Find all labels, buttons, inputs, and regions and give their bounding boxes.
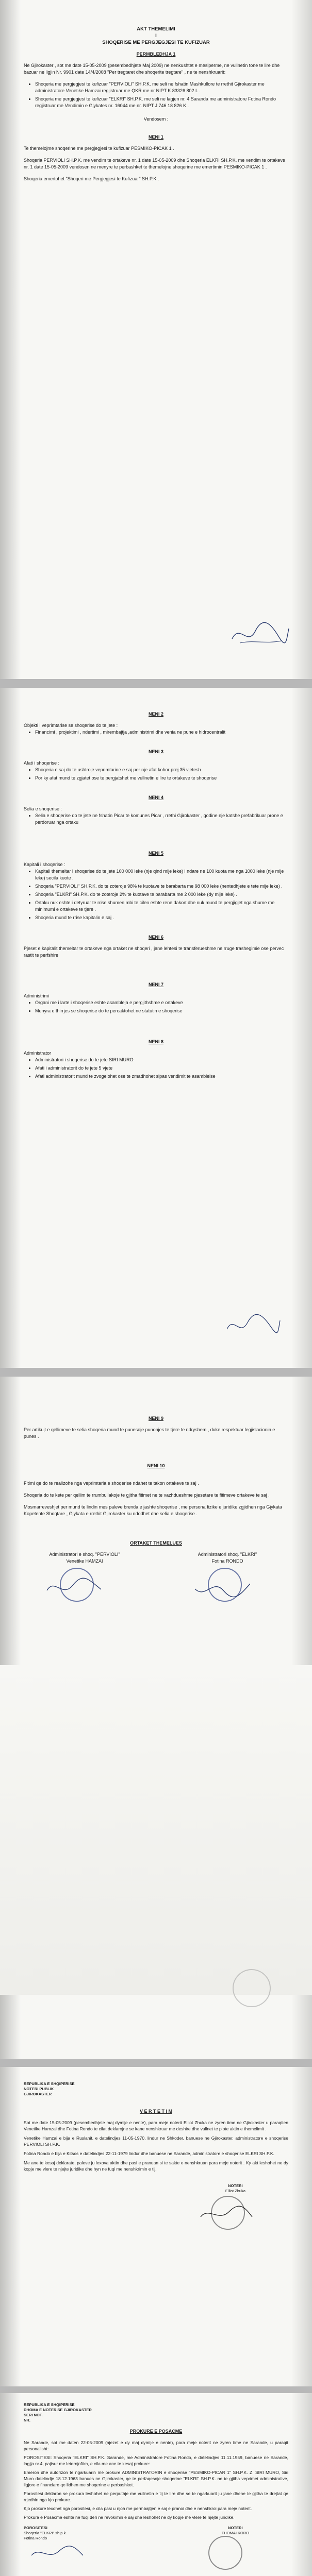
list-item: • Shoqeria "ELKRI" SH.P.K. do te zoteroje 2% te kuotave te barabarta me 2 000 leke (dy mije leke) . [35,891,288,898]
verification-paragraph: Fotina Rondo e bija e Kitsos e datelindjes 22-11-1979 lindur dhe banuese ne Sarande, administratore e shoqerise ELKRI SH.P.K. [24,2151,274,2156]
verification-paragraph: Sot me date 15-05-2009 (pesembedhjete maj dymije e nente), para meje noterit Elliot Zhuka ne zyren time ne Gjirokaster u paraqiten Venetike Hamzai dhe Fotina Rondo te cilat deklarojne se kane nenshkruar me deshire dhe vullnet te plote aktin e themelimit . [24,2120,288,2131]
notary-name: THOMAI KORO [221,2531,250,2535]
neni7-text: Administrimi [24,993,50,998]
procura-header-line: NR. [24,2418,30,2422]
document-page-3 [0,1377,312,2059]
neni5-text: Kapitali i shoqerise : [24,862,65,867]
neni9-heading: NENI 9 [148,1416,163,1421]
procura-paragraph: Porositesi deklaron se prokura leshohet ne perputhje me vullnetin e tij te lire dhe se te ngarkuarit ju jane dhene te gjitha te drejtat qe rrjedhin nga kjo prokure. [24,2491,288,2502]
neni1-text: Shoqeria PERVIOLI SH.P.K. me vendim te ortakeve nr. 1 date 15-05-2009 dhe Shoqeria ELKRI SH.P.K. me vendim te ortakeve nr. 1 date 15-05-2009 vendosen ne menyre te perbashket te themelojne shoqerine me emertimin PESMIKO-PICAK 1 . [24,158,285,170]
notary-header-line: NOTERI PUBLIK [24,2087,54,2091]
list-item: • Shoqeria "PERVIOLI" SH.P.K. do te zoteroje 98% te kuotave te barabarta me 98 000 leke (nentedhjete e tete mije leke) . [35,883,288,890]
intro-heading: PERMBLEDHJA 1 [136,52,176,57]
list-item: • Shoqeria mund te rrise kapitalin e saj . [35,914,288,921]
signer-company: Shoqeria "ELKRI" sh.p.k. [24,2531,67,2535]
list-item: • Shoqeria e saj do te ushtroje veprimtarine e saj per nje afat kohor prej 35 vjetesh . [35,767,288,773]
procura-header [24,2402,288,2423]
party-item: • Shoqeria me pergjegjesi te kufizuar "ELKRI" SH.P.K. me seli ne lagjen nr. 4 Saranda me administratore Fotina Rondo regjistruar me Vendimin e Gjykates nr. 16044 me nr. NIPT J 746 18 826 K . [35,96,288,109]
list-item: • Menyra e thirrjes se shoqerise do te percaktohet ne statutin e shoqerise [35,1008,288,1014]
notary-header [24,2081,288,2097]
neni2-text: Objekti i veprimtarise se shoqerise do te jete : [24,723,118,728]
procura-header-line: SERI NOT. [24,2413,43,2417]
signature-stamp-area [24,1565,145,1606]
neni6-heading: NENI 6 [148,935,163,940]
signer-label: POROSITESI [24,2526,47,2530]
neni8-text: Administrator [24,1050,52,1056]
neni2-list [24,729,288,736]
blank-area [0,1665,312,1995]
neni7-heading: NENI 7 [148,982,163,987]
list-item: • Afati administratorit mund te zvogelohet ose te zmadhohet sipas vendimit te asambleise [35,1073,288,1080]
neni6-text: Pjeset e kapitalit themeltar te ortakeve nga ortaket ne shoqeri , jane lehtesi te transferueshme ne rruge trashegimie ose pervec rastit te perfshire [24,946,284,958]
neni2-heading: NENI 2 [148,711,163,717]
signature-area [24,2541,143,2567]
neni10-text: Mosmarreveshjet per mund te lindin mes paleve brenda e jashte shoqerise , me persona fizike e juridike zgjidhen nga Gjykata Kopetente Shoqtare , Gjykata e rrethit Gjirokaster ku ndodhet dhe selia e shoqerise . [24,1504,282,1516]
notary-signoff [24,2183,288,2230]
neni5-heading: NENI 5 [148,851,163,856]
notary-seal-icon [208,2536,242,2570]
procura-title: PROKURE E POSACME [129,2429,183,2434]
procura-paragraph: POROSITESI: Shoqeria "ELKRI" SH.P.K. Sarande, me Administratore Fotina Rondo, e datelindjes 11.11.1959, banuese ne Sarande, lagjja nr.4, pajisur me leternjoftim, e cila me ane te kesaj prokure: [24,2455,288,2466]
title-separator: I [155,33,157,39]
notary-name: Elliot Zhuka [225,2189,245,2193]
signatures-heading: ORTAKET THEMELUES [130,1540,182,1546]
list-item: • Por ky afat mund te zgjatet ose te pergjatshet me vullnetin e lire te ortakeve te shoqerise [35,775,288,782]
verification-paragraph: Me ane te kesaj deklarate, paleve ju lexova aktin dhe pasi e pranuan si te sakte e nenshkruan para meje noterit . Ky akt leshohet ne dy kopje me vlere te njejte juridike dhe hyn ne fuqi me nenshkrimin e tij. [24,2160,288,2172]
signer-name: Venetike HAMZAI [66,1558,103,1564]
document-title: AKT THEMELIMI [137,26,175,32]
neni7-list [24,999,288,1014]
neni10-text: Shoqeria do te kete per qellim te rrumbullakoje te gjitha fitimet ne te vazhdueshme pjesetare te fitimeve ortakeve te saj . [24,1493,270,1498]
neni4-list [24,812,288,826]
procura-paragraph: Emeron dhe autorizon te ngarkuarin me prokure ADMINISTRATORIN e shoqerise "PESMIKO-PICAR 1" SH.P.K. Z. SIRI MURO, Siri Muro datelindje 18.12.1963 banues ne Gjirokaster, qe te perfaqesoje shoqerine "ELKRI" SH.P.K. ne te gjitha veprimet administrative, ligjore e financiare qe lidhen me shoqerine e perbashket. [24,2470,288,2487]
neni8-list [24,1057,288,1080]
neni3-text: Afati i shoqerise : [24,760,60,766]
list-item: • Ortaku nuk eshte i detyruar te rrise shumen mbi te cilen eshte rene dakort dhe nuk mund te pergjigjet nga shume me minimumi e ortakeve te tjere . [35,900,288,913]
signer-name: Fotina RONDO [211,1558,243,1564]
signatures-row [24,1551,288,1606]
neni10-heading: NENI 10 [147,1463,165,1468]
list-item: • Selia e shoqerise do te jete ne fshatin Picar te komunes Picar , rrethi Gjirokaster , godine nje katshe prefabrikuar prone e perdoruar nga ortaku [35,812,288,826]
neni3-heading: NENI 3 [148,749,163,754]
document-page-4 [0,2067,312,2386]
signature-block-left [24,1551,145,1606]
list-item: • Administratori i shoqerise do te jete SIRI MURO [35,1057,288,1063]
list-item: • Afati i administratorit do te jete 5 vjete [35,1065,288,1072]
signature-stamp-area [167,1565,288,1606]
procura-header-line: REPUBLIKA E SHQIPERISE [24,2402,75,2407]
list-item: • Organi me i larte i shoqerise eshte asambleja e pergjithshme e ortakeve [35,999,288,1006]
verification-paragraph: Venetike Hamzai e bija e Ruslanit, e datelindjes 11-05-1970, lindur ne Shkoder, banuese ne Gjirokaster, administratore e shoqerise PERVIOLI SH.P.K. [24,2136,288,2147]
neni4-heading: NENI 4 [148,795,163,800]
signature-block-right [167,1551,288,1606]
notary-role: NOTERI [228,2183,243,2188]
handwritten-signature [224,1311,281,1340]
verification-title: V E R T E T I M [139,2109,172,2114]
notary-stamp-area [183,2536,288,2567]
neni9-text: Per artikujt e qellimeve te selia shoqeria mund te punesoje punonjes te tjere te ndryshem , duke respektuar legjislacionin e punes . [24,1427,275,1439]
neni5-list [24,868,288,921]
neni8-heading: NENI 8 [148,1039,163,1044]
list-item: • Financimi , projektimi , ndertimi , mirembajtja ,administrimi dhe venia ne pune e hidrocentralit [35,729,288,736]
intro-closing: Vendosem : [143,116,169,122]
neni3-list [24,767,288,782]
document-page-5 [0,2393,312,2576]
neni1-text: Shoqeria emertohet "Shoqeri me Pergjegjesi te Kufizuar" SH.P.K . [24,176,159,181]
procura-paragraph: Kjo prokure lexohet nga porositesi, e cila pasi u njoh me permbajtjen e saj e pranoi dhe e nenshkroi para meje noterit. [24,2506,252,2511]
neni1-text: Te themelojme shoqerine me pergjegjesi te kufizuar PESMIKO-PICAK 1 . [24,146,174,151]
notary-header-line: GJIROKASTER [24,2092,52,2096]
procura-header-line: DHOMA E NOTERISE GJIROKASTER [24,2408,92,2412]
neni4-text: Selia e shoqerise : [24,806,62,811]
intro-text: Ne Gjirokaster , sot me date 15-05-2009 (pesembedhjete Maj 2009) ne nenkushtet e mesiperme, ne vullnetin tone te lire dhe bazuar ne ligjin Nr. 9901 date 14/4/2008 "Per tregtaret dhe shoqerite tregtare" , ne te nenshkruarit: [24,63,280,75]
parties-list [24,81,288,109]
party-item: • Shoqeria me pergjegjesi te kufizuar "PERVIOLI" SH.P.K. me seli ne fshatin Mashkullore te rrethit Gjirokaster me administratore Venetike Hamzai regjistruar me QKR me nr NIPT K 83326 802 L . [35,81,288,94]
signer-role: Administratori shoq. "ELKRI" [198,1552,257,1557]
signer-role: Administratori e shoq. "PERVIOLI" [49,1552,120,1557]
signer-name: Fotina Rondo [24,2536,47,2540]
notary-stamp-area [183,2194,288,2230]
handwritten-signature [229,618,291,649]
procura-paragraph: Prokura e Posacme eshte ne fuqi deri ne revokimin e saj dhe leshohet ne dy kopje me vlere te njejte juridike. [24,2515,235,2520]
neni10-text: Fitimi qe do te realizohe nga veprimtaria e shoqerise ndahet te takon ortakeve te saj . [24,1481,199,1486]
document-subtitle: SHOQERISE ME PERGJEGJESI TE KUFIZUAR [102,40,210,45]
notary-label: NOTERI [228,2526,243,2530]
neni1-heading: NENI 1 [148,134,163,140]
procura-paragraph: Ne Sarande, sot me daten 22-05-2009 (njezet e dy maj dymije e nente), para meje noterit ne zyren time ne Sarande, u paraqit personalisht: [24,2440,288,2451]
seal-icon [233,1969,271,2007]
document-page-2 [0,688,312,1368]
list-item: • Kapitali themeltar i shoqerise do te jete 100 000 leke (nje qind mije leke) i ndare ne 100 kuota me nga 1000 leke (nje mije leke) secila kuote . [35,868,288,882]
procura-signatures [24,2526,288,2567]
document-page-1 [0,0,312,679]
notary-header-line: REPUBLIKA E SHQIPERISE [24,2081,75,2086]
